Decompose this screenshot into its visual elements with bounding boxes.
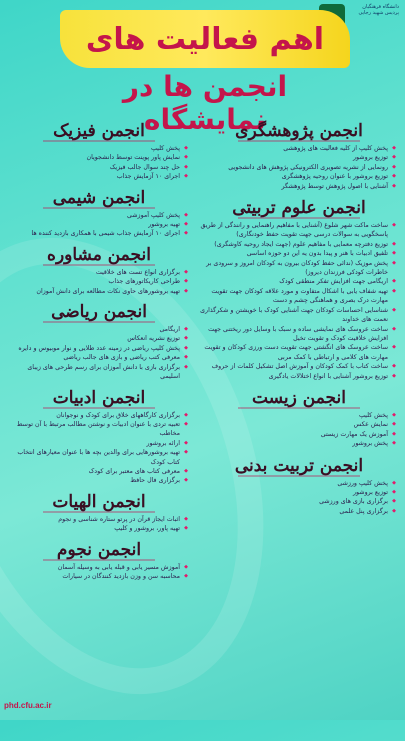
section-title: انجمن فیزیک (6, 118, 192, 144)
list-item: ◆ اثبات ایجاز قرآن در پرتو ستاره شناسی و نجوم (6, 515, 188, 524)
list-item: ◆ ارائه بروشور (6, 439, 188, 448)
list-item: ◆ توزیع دفترچه معمایی با مفاهیم علوم (جهت ایجاد روحیه کاوشگری) (198, 240, 396, 249)
list-item: ◆ تهیه بروشور (6, 220, 188, 229)
list-item: ◆ توزیع بروشور با عنوان روحیه پژوهشگری (198, 172, 396, 181)
list-item: ◆ اریگامی جهت افزایش تفکر منطقی کودک (198, 277, 396, 286)
list-item: ◆ پخش کلیپ از کلیه فعالیت های پژوهشی (198, 144, 396, 153)
website-link[interactable]: phd.cfu.ac.ir (4, 701, 52, 710)
list-item: ◆ توزیع بروشور (198, 153, 396, 162)
list-item: ◆ توزیع بروشور (198, 488, 396, 497)
section-title: انجمن تربیت بدنی (198, 453, 400, 479)
list-item: ◆ نمایش عکس (198, 420, 396, 429)
list-item: ◆ ساخت ماکت شهر شلوغ (آشنایی با مفاهیم راهنمایی و رانندگی از طریق پاسخگویی به سوالات درسی جهت تقویت حفظ خودنگاری) (198, 221, 396, 240)
list-item: ◆ تعبیه تردی با عنوان ادبیات و نوشتن مطالب مرتبط با آن توسط مخاطب (6, 420, 188, 439)
list-item: ◆ نمایش پاور پوینت توسط دانشجویان (6, 153, 188, 162)
list-item: ◆ تهیه بروشورهایی برای والدین بچه ها با عنوان معیارهای انتخاب کتاب کودک (6, 448, 188, 467)
list-item: ◆ شناسایی احساسات کودکان جهت آشنایی کودک با خویشتن و شکرگذاری نعمت های خداوند (198, 306, 396, 325)
list-item: ◆ طراحی کاریکاتورهای جذاب (6, 277, 188, 286)
list-item: ◆ توزیع بروشور آشنایی با انواع اختلالات یادگیری (198, 372, 396, 381)
list-item: ◆ اجرای ۱۰ آزمایش جذاب (6, 172, 188, 181)
section-chemistry (6, 185, 192, 239)
list-item: ◆ تلفیق ادبیات با هنر و پیدا بدون یه این دو حوزه اساسی (198, 249, 396, 258)
list-item: ◆ آشنایی با اصول پژوهش توسط پژوهشگر (198, 182, 396, 191)
section-physical-education (198, 453, 400, 517)
list-item: ◆ رونمایی از نشریه تصویری الکترونیکی پژوهش های دانشجویی (198, 163, 396, 172)
list-item: ◆ برگزاری بازی های ورزشی (198, 497, 396, 506)
section-title: انجمن ریاضی (6, 299, 192, 325)
section-educational-sciences (198, 195, 400, 381)
section-title: انجمن زیست (198, 385, 400, 411)
section-physics (6, 118, 192, 182)
list-item: ◆ معرفی کتاب های معتبر برای کودک (6, 467, 188, 476)
list-item: ◆ برگزاری بازی با دانش آموزان برای رسم طرحی های زیبای اسلیمی (6, 363, 188, 382)
list-item: ◆ توزیع نشریه انعکاس (6, 334, 188, 343)
list-item: ◆ برگزاری کارگاههای خلاق برای کودک و نوجوانان (6, 411, 188, 420)
section-counseling (6, 242, 192, 296)
list-item: ◆ ساخت کتاب با کمک کودکان و آموزش اصل تشکیل کلمات از حروف (198, 362, 396, 371)
list-item: ◆ پخش کلیپ آموزشی (6, 211, 188, 220)
logo-text: دانشگاه فرهنگیان پردیس شهید رجایی (358, 4, 399, 16)
list-item: ◆ برگزاری فال حافظ (6, 476, 188, 485)
section-biology (198, 385, 400, 449)
list-item: ◆ پخش کلیپ ریاضی در زمینه عدد طلایی و نوار موبیوس و دایره (6, 344, 188, 353)
list-item: ◆ پخش موزیک (ندائی حفظ کودکان بیرون به کودکان امروز و سرودی بر خاطرات کودکی فرزندان دیروز) (198, 259, 396, 278)
page-subtitle: انجمن ها در نمایشگاه (122, 70, 288, 136)
list-item: ◆ تهیه پاور، بروشور و کلیپ (6, 524, 188, 533)
list-item: ◆ معرفی کتب ریاضی و بازی های جالب ریاضی (6, 353, 188, 362)
list-item: ◆ پخش بروشور (198, 439, 396, 448)
section-title: انجمن الهیات (6, 489, 192, 515)
title-banner (60, 10, 350, 68)
section-title: انجمن شیمی (6, 185, 192, 211)
right-column (198, 118, 400, 516)
section-mathematics (6, 299, 192, 381)
list-item: ◆ برگزاری پنل علمی (198, 507, 396, 516)
list-item: ◆ حل چند سوال جالب فیزیک (6, 163, 188, 172)
section-theology (6, 489, 192, 534)
section-title: انجمن پژوهشگری (198, 118, 400, 144)
list-item: ◆ ساخت عروسک های نمایشی ساده و سبک با وسایل دور ریختنی جهت افزایش خلاقیت کودک و تقویت تخیل (198, 325, 396, 344)
section-research (198, 118, 400, 191)
list-item: ◆ اجرای ۱۰ آزمایش جذاب شیمی با همکاری بازدید کننده ها (6, 229, 188, 238)
section-astronomy (6, 537, 192, 582)
section-title: انجمن علوم تربیتی (198, 195, 400, 221)
list-item: ◆ اریگامی (6, 325, 188, 334)
page-title: اهم فعالیت های (85, 21, 325, 57)
section-literature (6, 385, 192, 486)
left-column (6, 118, 192, 581)
list-item: ◆ تهیه بروشورهای حاوی نکات مطالعه برای دانش آموزان (6, 287, 188, 296)
list-item: ◆ تهیه شفاف یابی با اشکال متفاوت و مورد علاقه کودکان جهت تقویت مهارت درک بصری و هماهنگی چشم و دست (198, 287, 396, 306)
list-item: ◆ آموزش یک مهارت زیستی (198, 430, 396, 439)
list-item: ◆ محاسبه سن و وزن بازدید کنندگان در سیارات (6, 572, 188, 581)
section-title: انجمن مشاوره (6, 242, 192, 268)
section-title: انجمن نجوم (6, 537, 192, 563)
section-title: انجمن ادبیات (6, 385, 192, 411)
list-item: ◆ آموزش مسیر یابی و قبله یابی به وسیله آسمان (6, 563, 188, 572)
list-item: ◆ پخش کلیپ (198, 411, 396, 420)
list-item: ◆ ساخت عروسک های انگشتی جهت تقویت دست ورزی کودکان و تقویت مهارت های کلامی و ارتباطی با کمک مربی (198, 343, 396, 362)
list-item: ◆ پخش کلیپ (6, 144, 188, 153)
list-item: ◆ برگزاری انواع تست های خلاقیت (6, 268, 188, 277)
list-item: ◆ پخش کلیپ ورزشی (198, 479, 396, 488)
